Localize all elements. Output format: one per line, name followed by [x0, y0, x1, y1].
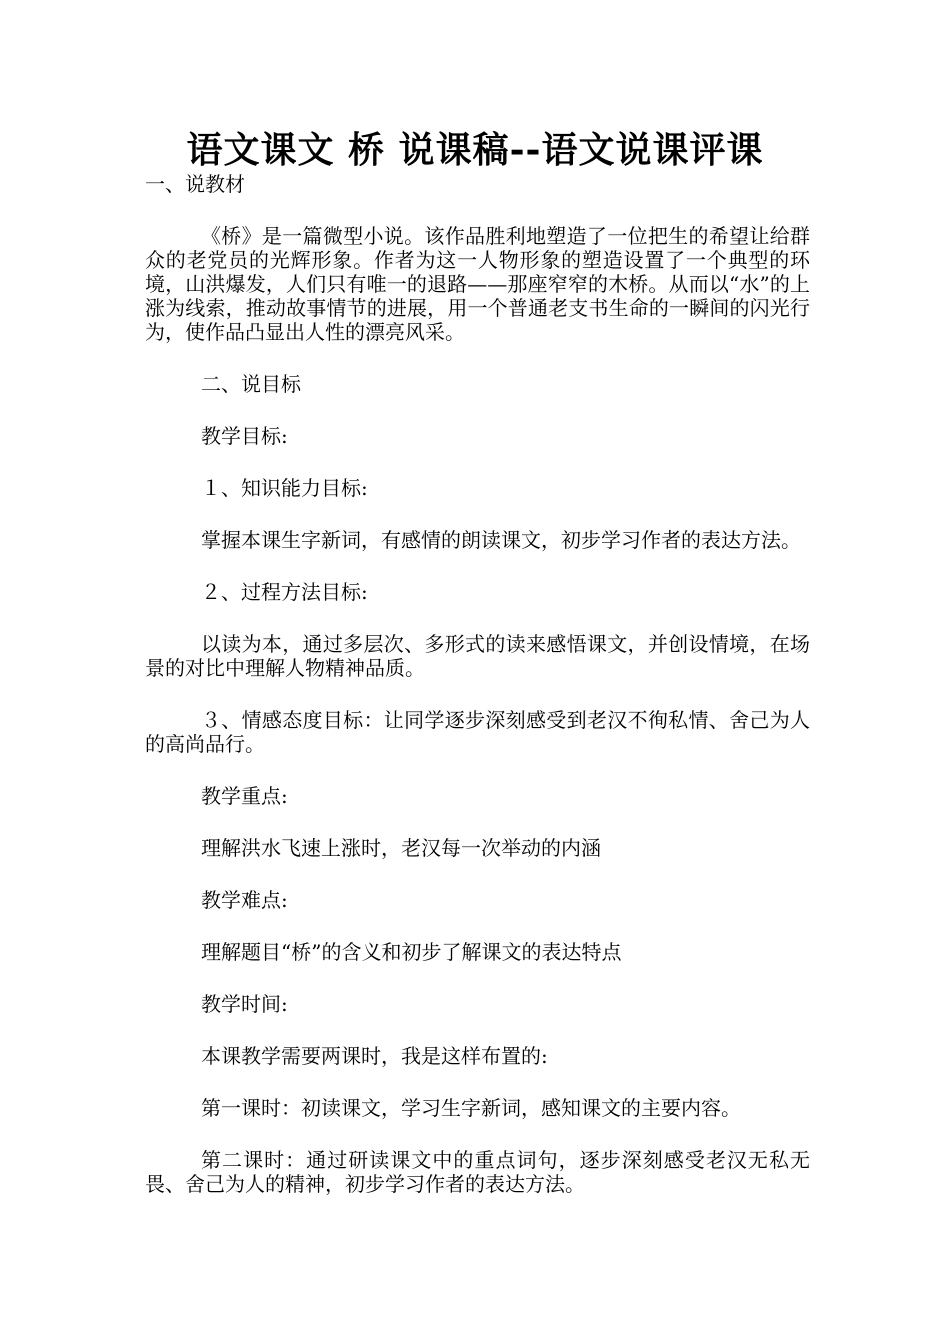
- label-teaching-time: 教学时间:: [201, 992, 288, 1016]
- text-lesson-two: 第二课时：通过研读课文中的重点词句，逐步深刻感受老汉无私无畏、舍己为人的精神，初步学习作者的表达方法。: [145, 1148, 810, 1196]
- paragraph-textbook-intro: 《桥》是一篇微型小说。该作品胜利地塑造了一位把生的希望让给群众的老党员的光辉形象。作者为这一人物形象的塑造设置了一个典型的环境，山洪爆发，人们只有唯一的退路——那座窄窄的木桥。从而以“水”的上涨为线索，推动故事情节的进展，用一个普通老支书生命的一瞬间的闪光行为，使作品凸显出人性的漂亮风采。: [145, 224, 810, 344]
- label-teaching-goals: 教学目标:: [201, 424, 288, 448]
- label-key-points: 教学重点:: [201, 784, 288, 808]
- text-lesson-one: 第一课时：初读课文，学习生字新词，感知课文的主要内容。: [201, 1096, 741, 1120]
- text-teaching-time: 本课教学需要两课时，我是这样布置的:: [201, 1044, 548, 1068]
- document-title: 语文课文 桥 说课稿--语文说课评课: [186, 129, 764, 171]
- goal-text-knowledge: 掌握本课生字新词，有感情的朗读课文，初步学习作者的表达方法。: [201, 528, 801, 552]
- text-key-points: 理解洪水飞速上涨时，老汉每一次举动的内涵: [201, 836, 601, 860]
- goal-text-emotion: ３、情感态度目标：让同学逐步深刻感受到老汉不徇私情、舍己为人的高尚品行。: [145, 708, 810, 756]
- section-heading-textbook: 一、说教材: [145, 172, 245, 196]
- label-difficult-points: 教学难点:: [201, 888, 288, 912]
- goal-heading-knowledge: １、知识能力目标:: [201, 476, 368, 500]
- section-heading-goals: 二、说目标: [201, 372, 301, 396]
- document-body: [145, 172, 810, 1196]
- text-difficult-points: 理解题目“桥”的含义和初步了解课文的表达特点: [201, 940, 622, 964]
- goal-text-process: 以读为本，通过多层次、多形式的读来感悟课文，并创设情境，在场景的对比中理解人物精神品质。: [145, 632, 810, 680]
- goal-heading-process: ２、过程方法目标:: [201, 580, 368, 604]
